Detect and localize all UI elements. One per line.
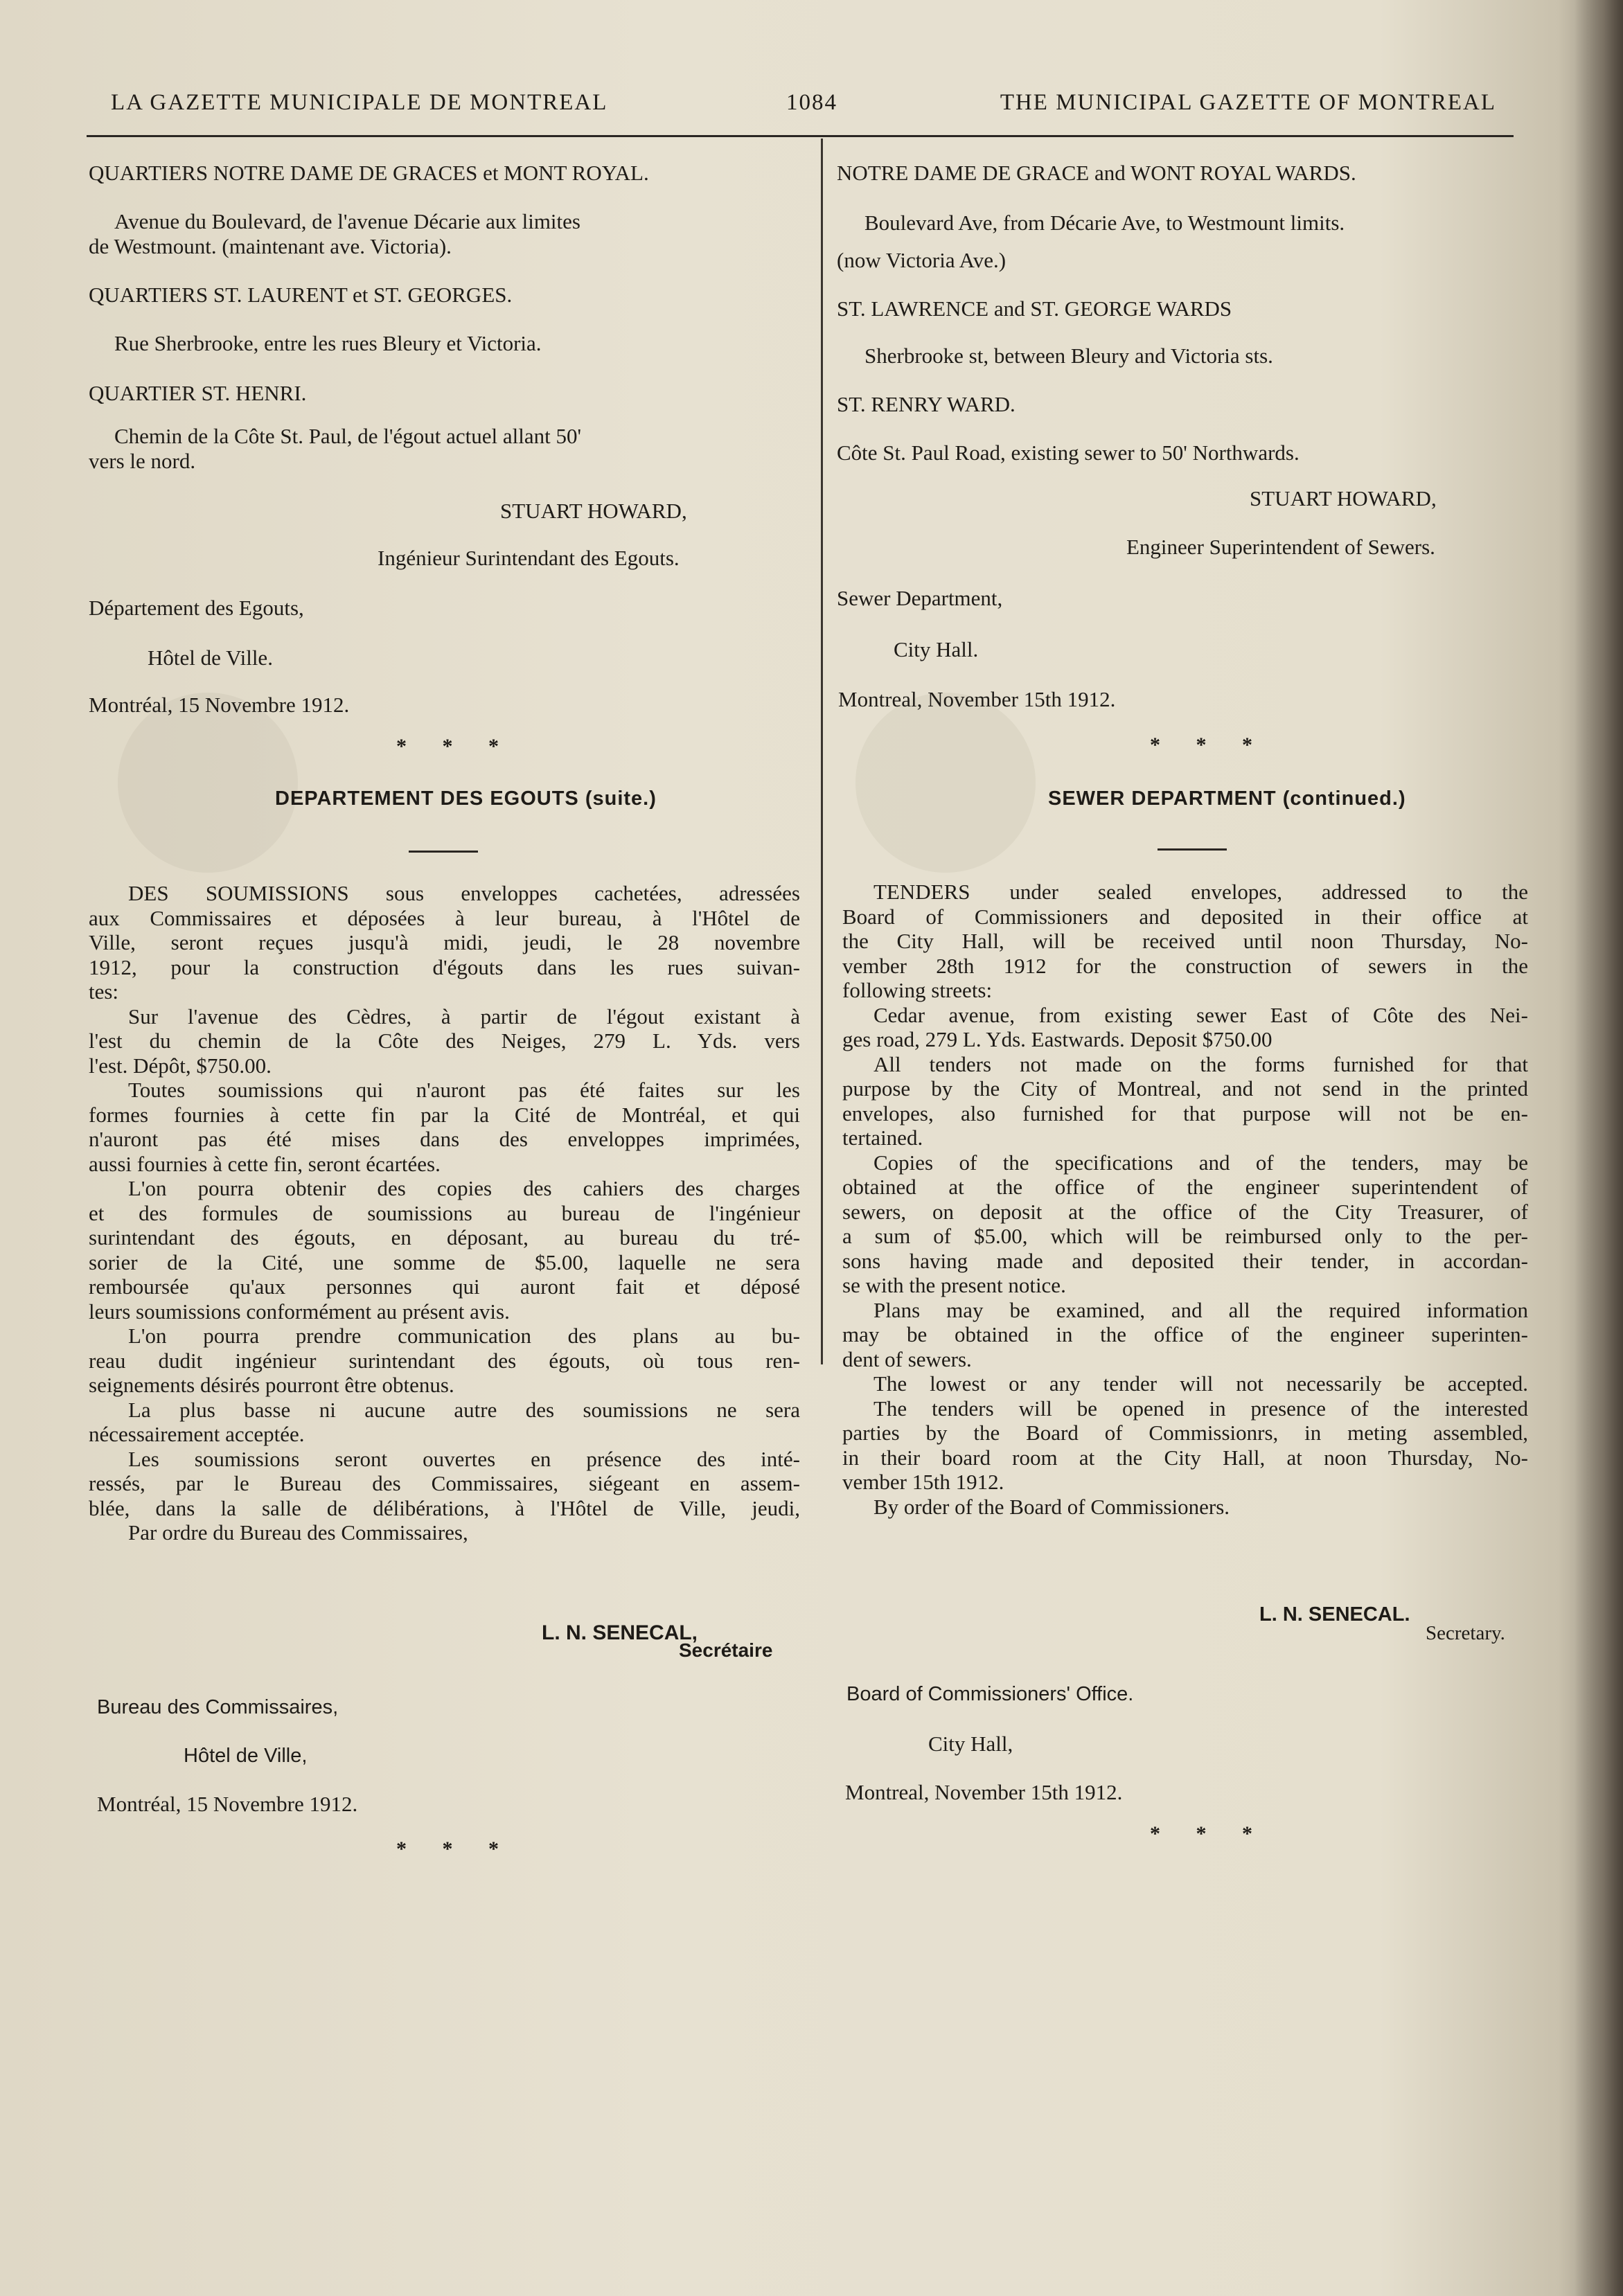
- signer-name: STUART HOWARD,: [500, 499, 687, 523]
- signer-title: Ingénieur Surintendant des Egouts.: [378, 546, 680, 570]
- ward-heading: QUARTIERS ST. LAURENT et ST. GEORGES.: [89, 283, 513, 307]
- paragraph-line: in their board room at the City Hall, at noon Thursday, No-: [842, 1445, 1528, 1470]
- ward-heading: QUARTIER ST. HENRI.: [89, 381, 307, 405]
- paragraph-line: dent of sewers.: [842, 1346, 972, 1371]
- paragraph-line: La plus basse ni aucune autre des soumissions ne sera: [128, 1397, 800, 1422]
- english-column: [837, 0, 1536, 2296]
- office-line: Board of Commissioners' Office.: [846, 1683, 1134, 1705]
- paragraph-line: Cedar avenue, from existing sewer East of Côte des Nei-: [873, 1002, 1528, 1027]
- paragraph-line: vember 15th 1912.: [842, 1470, 1004, 1494]
- street-item: Sherbrooke st, between Bleury and Victoria sts.: [864, 344, 1273, 368]
- page-number: 1084: [786, 90, 837, 115]
- ward-heading: QUARTIERS NOTRE DAME DE GRACES et MONT ROYAL.: [89, 161, 649, 185]
- paragraph-line: Par ordre du Bureau des Commissaires,: [128, 1520, 468, 1545]
- street-item: vers le nord.: [89, 449, 196, 473]
- signer-name: STUART HOWARD,: [1250, 486, 1437, 510]
- paragraph-line: parties by the Board of Commissionrs, in meting assembled,: [842, 1421, 1528, 1445]
- paragraph-line: aussi fournies à cette fin, seront écartées.: [89, 1151, 441, 1176]
- paragraph-line: the City Hall, will be received until noon Thursday, No-: [842, 929, 1528, 953]
- paragraph-line: a sum of $5.00, which will be reimbursed only to the per-: [842, 1224, 1528, 1248]
- paragraph-line: L'on pourra obtenir des copies des cahiers des charges: [128, 1176, 800, 1200]
- paragraph-line: Plans may be examined, and all the required information: [873, 1297, 1528, 1322]
- paragraph-line: purpose by the City of Montreal, and not send in the printed: [842, 1076, 1528, 1101]
- paragraph-line: nécessairement acceptée.: [89, 1422, 305, 1446]
- paragraph-line: surintendant des égouts, en déposant, au bureau du tré-: [89, 1225, 800, 1249]
- street-item: Boulevard Ave, from Décarie Ave, to Westmount limits.: [864, 211, 1345, 235]
- paragraph-line: se with the present notice.: [842, 1273, 1066, 1297]
- paragraph-line: following streets:: [842, 978, 993, 1002]
- section-stars: * * *: [1150, 1822, 1268, 1845]
- city-hall-line: Hôtel de Ville.: [148, 646, 273, 670]
- street-item: Côte St. Paul Road, existing sewer to 50' Northwards.: [837, 440, 1300, 465]
- paragraph-line: leurs soumissions conformément au présent avis.: [89, 1299, 510, 1324]
- paragraph-line: TENDERS under sealed envelopes, addressed to the: [873, 880, 1528, 904]
- city-hall-line: City Hall.: [894, 637, 979, 661]
- french-column: [87, 0, 800, 2296]
- section-title: SEWER DEPARTMENT (continued.): [1048, 787, 1406, 810]
- paragraph-line: Sur l'avenue des Cèdres, à partir de l'égout existant à: [128, 1004, 800, 1029]
- section-rule: [1158, 848, 1227, 851]
- paragraph-line: All tenders not made on the forms furnished for that: [873, 1051, 1528, 1076]
- book-spine-shadow: [1575, 0, 1623, 2296]
- column-divider: [821, 139, 823, 1364]
- department-line: Sewer Department,: [837, 586, 1003, 610]
- signer-title: Engineer Superintendent of Sewers.: [1126, 535, 1435, 559]
- paragraph-line: ressés, par le Bureau des Commissaires, siégeant en assem-: [89, 1471, 800, 1495]
- paragraph-line: reau dudit ingénieur surintendant des égouts, où tous ren-: [89, 1348, 800, 1373]
- paragraph-line: ges road, 279 L. Yds. Eastwards. Deposit $750.00: [842, 1027, 1272, 1051]
- paragraph-line: n'auront pas été mises dans des enveloppes imprimées,: [89, 1127, 800, 1151]
- tender-paragraph: [89, 881, 800, 1545]
- street-item: Avenue du Boulevard, de l'avenue Décarie aux limites: [114, 209, 580, 233]
- paragraph-line: envelopes, also furnished for that purpose will not be en-: [842, 1101, 1528, 1125]
- secretary-title: Secretary.: [1426, 1622, 1505, 1644]
- paragraph-line: tes:: [89, 979, 119, 1004]
- section-stars: * * *: [396, 1837, 514, 1860]
- notice-date: Montréal, 15 Novembre 1912.: [97, 1792, 358, 1816]
- paragraph-line: Board of Commissioners and deposited in their office at: [842, 904, 1528, 929]
- paragraph-line: sons having made and deposited their tender, in accordan-: [842, 1248, 1528, 1273]
- notice-date: Montreal, November 15th 1912.: [838, 687, 1116, 711]
- paragraph-line: Les soumissions seront ouvertes en présence des inté-: [128, 1446, 800, 1471]
- paragraph-line: obtained at the office of the engineer superintendent of: [842, 1175, 1528, 1199]
- paragraph-line: remboursée qu'aux personnes qui auront fait et déposé: [89, 1274, 800, 1299]
- tender-paragraph: [842, 880, 1528, 1519]
- paragraph-line: Copies of the specifications and of the tenders, may be: [873, 1150, 1528, 1175]
- paragraph-line: By order of the Board of Commissioners.: [873, 1494, 1230, 1519]
- paragraph-line: Ville, seront reçues jusqu'à midi, jeudi, le 28 novembre: [89, 930, 800, 954]
- section-rule: [409, 851, 478, 853]
- ward-heading: ST. RENRY WARD.: [837, 392, 1016, 416]
- section-title: DEPARTEMENT DES EGOUTS (suite.): [275, 787, 657, 810]
- paragraph-line: The lowest or any tender will not necessarily be accepted.: [873, 1371, 1528, 1396]
- paragraph-line: 1912, pour la construction d'égouts dans les rues suivan-: [89, 954, 800, 979]
- paragraph-line: sorier de la Cité, une somme de $5.00, laquelle ne sera: [89, 1249, 800, 1274]
- section-stars: * * *: [1150, 733, 1268, 756]
- notice-date: Montréal, 15 Novembre 1912.: [89, 693, 350, 717]
- secretary-title: Secrétaire: [679, 1639, 773, 1661]
- paragraph-line: l'est du chemin de la Côte des Neiges, 279 L. Yds. vers: [89, 1029, 800, 1053]
- notice-date: Montreal, November 15th 1912.: [845, 1780, 1123, 1804]
- paragraph-line: may be obtained in the office of the engineer superinten-: [842, 1322, 1528, 1346]
- office-hall-line: City Hall,: [928, 1732, 1013, 1756]
- office-line: Bureau des Commissaires,: [97, 1696, 339, 1718]
- paragraph-line: et des formules de soumissions au bureau de l'ingénieur: [89, 1200, 800, 1225]
- paragraph-line: tertained.: [842, 1125, 923, 1150]
- paragraph-line: l'est. Dépôt, $750.00.: [89, 1053, 272, 1078]
- paragraph-line: vember 28th 1912 for the construction of sewers in the: [842, 953, 1528, 978]
- paragraph-line: formes fournies à cette fin par la Cité de Montréal, et qui: [89, 1102, 800, 1127]
- ward-heading: NOTRE DAME DE GRACE and WONT ROYAL WARDS.: [837, 161, 1356, 185]
- street-item: (now Victoria Ave.): [837, 248, 1006, 272]
- paragraph-line: blée, dans la salle de délibérations, à l'Hôtel de Ville, jeudi,: [89, 1495, 800, 1520]
- street-item: Chemin de la Côte St. Paul, de l'égout actuel allant 50': [114, 424, 582, 448]
- header-french-title: LA GAZETTE MUNICIPALE DE MONTREAL: [111, 90, 608, 115]
- paragraph-line: sewers, on deposit at the office of the City Treasurer, of: [842, 1199, 1528, 1224]
- header-english-title: THE MUNICIPAL GAZETTE OF MONTREAL: [1000, 90, 1496, 115]
- paragraph-line: Toutes soumissions qui n'auront pas été faites sur les: [128, 1078, 800, 1102]
- secretary-name: L. N. SENECAL.: [1259, 1603, 1410, 1626]
- paragraph-line: L'on pourra prendre communication des plans au bu-: [128, 1324, 800, 1348]
- section-stars: * * *: [396, 735, 514, 758]
- department-line: Département des Egouts,: [89, 596, 304, 620]
- street-item: de Westmount. (maintenant ave. Victoria).: [89, 234, 452, 258]
- office-hall-line: Hôtel de Ville,: [184, 1745, 308, 1767]
- street-item: Rue Sherbrooke, entre les rues Bleury et Victoria.: [114, 331, 542, 355]
- paragraph-line: DES SOUMISSIONS sous enveloppes cachetées, adressées: [128, 881, 800, 905]
- secretary-name: L. N. SENECAL,: [542, 1621, 698, 1644]
- ward-heading: ST. LAWRENCE and ST. GEORGE WARDS: [837, 296, 1232, 321]
- paragraph-line: aux Commissaires et déposées à leur bureau, à l'Hôtel de: [89, 905, 800, 930]
- paragraph-line: seignements désirés pourront être obtenus.: [89, 1373, 454, 1397]
- paragraph-line: The tenders will be opened in presence of the interested: [873, 1396, 1528, 1421]
